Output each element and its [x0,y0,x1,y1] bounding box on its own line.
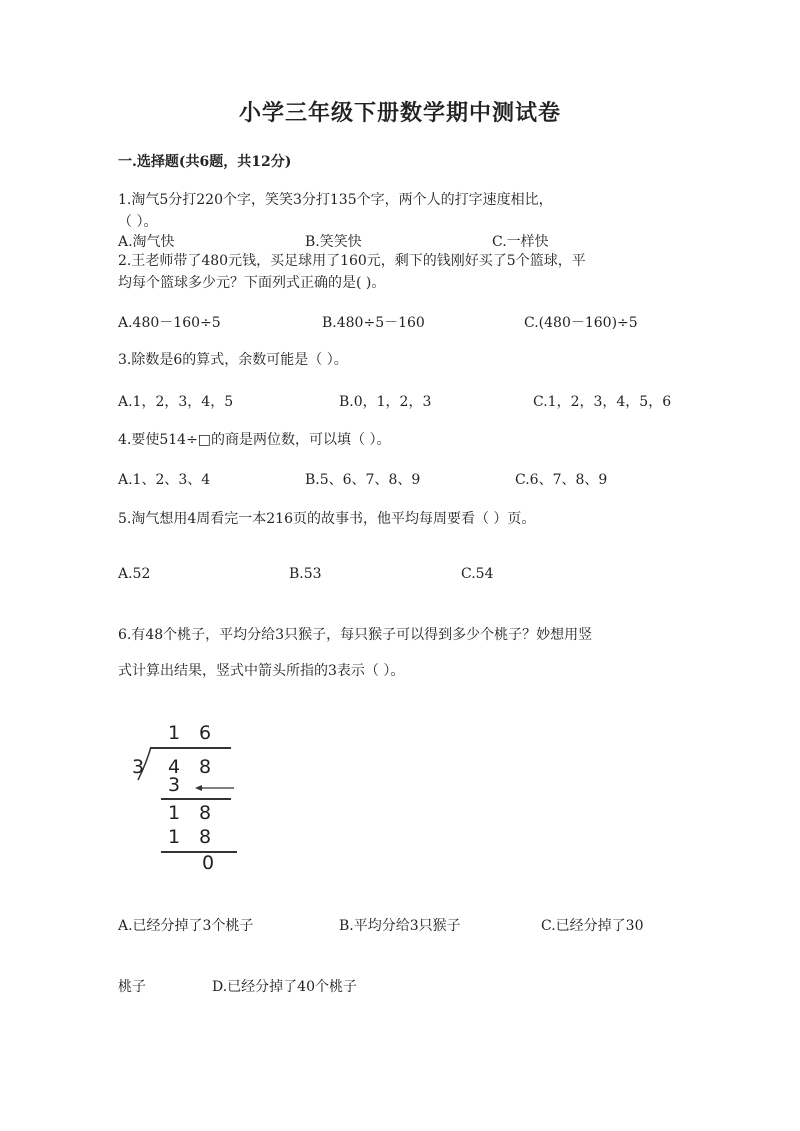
dividend-digit-ones: 8 [199,756,212,778]
step3-digit-ones: 8 [199,826,212,848]
page-title: 小学三年级下册数学期中测试卷 [238,100,561,126]
arrow-left-icon [194,783,236,793]
question-2-option-c: C.(480－160)÷5 [524,315,638,331]
question-6-option-d: D.已经分掉了40个桃子 [212,979,357,995]
section-heading: 一.选择题(共6题，共12分) [118,154,292,170]
question-1-text: 1.淘气5分打220个字，笑笑3分打135个字，两个人的打字速度相比， [118,192,553,208]
question-6-option-a: A.已经分掉了3个桃子 [118,918,254,934]
divisor: 3 [132,756,145,778]
step2-digit-ones: 8 [199,802,212,824]
question-5-option-b: B.53 [289,566,322,582]
remainder: 0 [202,852,215,874]
question-2-option-b: B.480÷5－160 [322,315,425,331]
question-3-option-a: A.1，2，3，4，5 [118,394,234,410]
question-6-option-b: B.平均分给3只猴子 [339,918,461,934]
question-4-option-c: C.6、7、8、9 [515,472,608,488]
question-5-option-c: C.54 [461,566,494,582]
question-3-option-c: C.1，2，3，4，5，6 [533,394,672,410]
question-6-text-2: 式计算出结果，竖式中箭头所指的3表示（ ）。 [118,663,405,679]
subtraction-line-1 [161,798,231,800]
question-4-option-b: B.5、6、7、8、9 [305,472,421,488]
division-bar [151,747,231,749]
question-6-text: 6.有48个桃子，平均分给3只猴子，每只猴子可以得到多少个桃子？妙想用竖 [118,627,593,643]
subtraction-line-2 [161,851,237,853]
dividend-digit-tens: 4 [168,756,181,778]
quotient-digit-tens: 1 [168,722,181,744]
question-2-option-a: A.480－160÷5 [118,315,221,331]
step2-digit-tens: 1 [168,802,181,824]
quotient-digit-ones: 6 [199,722,212,744]
question-5-text: 5.淘气想用4周看完一本216页的故事书，他平均每周要看（ ）页。 [118,511,536,527]
question-1-option-c: C.一样快 [492,234,549,250]
question-6-option-c: C.已经分掉了30 [541,918,644,934]
long-division-figure [128,716,248,876]
question-1-option-b: B.笑笑快 [305,234,362,250]
question-3-text: 3.除数是6的算式，余数可能是（ ）。 [118,352,348,368]
question-4-text: 4.要使514÷□的商是两位数，可以填（ ）。 [118,432,391,448]
question-2-text: 2.王老师带了480元钱，买足球用了160元，剩下的钱刚好买了5个篮球，平 [118,253,586,269]
question-2-text-2: 均每个篮球多少元？下面列式正确的是( )。 [118,275,386,291]
question-4-option-a: A.1、2、3、4 [118,472,211,488]
question-3-option-b: B.0，1，2，3 [339,394,432,410]
question-1-option-a: A.淘气快 [118,234,175,250]
step3-digit-tens: 1 [168,826,181,848]
question-1-blank: （ ）。 [118,214,158,230]
question-5-option-a: A.52 [118,566,151,582]
subtracted-three: 3 [168,774,181,796]
question-6-option-c-continued: 桃子 [118,979,146,995]
